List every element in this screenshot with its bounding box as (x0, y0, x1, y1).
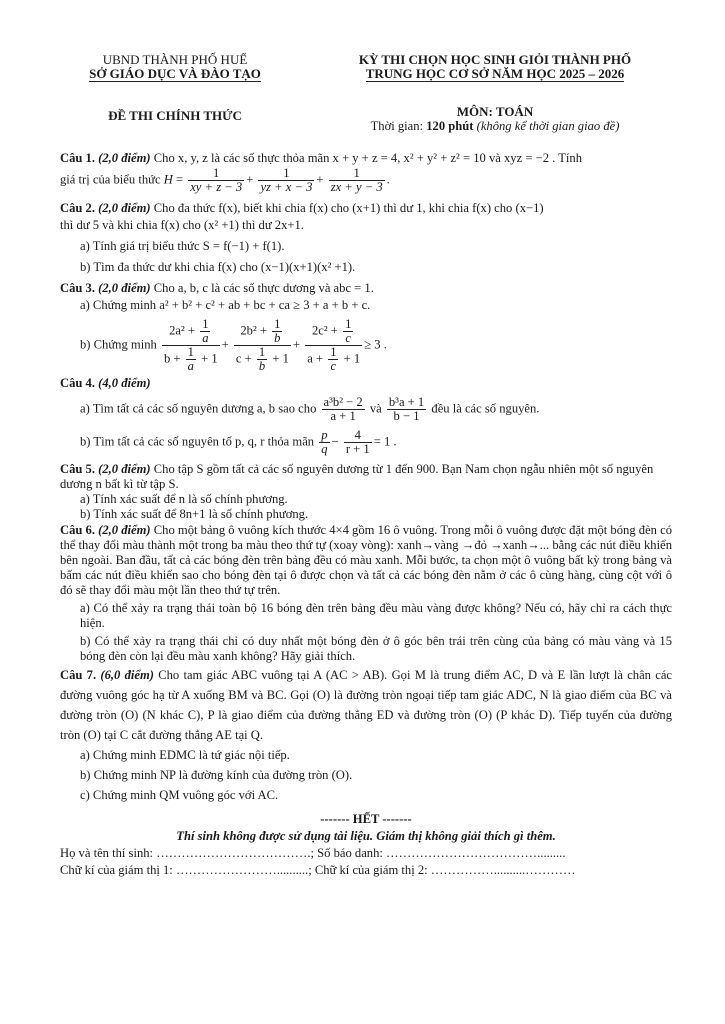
question-5: Câu 5. (2,0 điểm) Cho tập S gồm tất cả các số nguyên dương từ 1 đến 900. Bạn Nam chọn ngẫu nhiên một số nguyên dương n bất kì từ tập S. a) Tính xác suất để n là số chính phương. b) Tính xác suất để 8n+1 là số chính phương. (60, 462, 654, 521)
question-2: Câu 2. (2,0 điểm) Cho đa thức f(x), biết khi chia f(x) cho (x+1) thì dư 1, khi chia f(x) cho (x−1) thì dư 5 và khi chia f(x) cho (x² +1) thì dư 2x+1. a) Tính giá trị biểu thức S = f(−1) + f(1). b) Tìm đa thức dư khi chia f(x) cho (x−1)(x+1)(x² +1). (60, 201, 544, 274)
question-1: Câu 1. (2,0 điểm) Cho x, y, z là các số thực thỏa mãn x + y + z = 4, x² + y² + z² = 10 và xyz = −2 . Tính giá trị của biểu thức H = $\frac{1}{xy + z - 3}$ + $\frac{1}{yz + x - 3}$ + $\frac{1}{zx + y - 3}$ . (60, 151, 582, 194)
footer-note: Thí sinh không được sử dụng tài liệu. Giám thị không giải thích gì thêm. (176, 829, 556, 843)
candidate-line: Họ và tên thí sinh: ……………………………….; Số báo danh: ………………………………......... (60, 846, 566, 860)
header-right (320, 52, 670, 134)
dept-name: UBND THÀNH PHỐ HUẾ (102, 52, 248, 67)
exam-subtitle: TRUNG HỌC CƠ SỞ NĂM HỌC 2025 – 2026 (365, 66, 625, 81)
question-6: Câu 6. (2,0 điểm) Cho một bảng ô vuông kích thước 4×4 gồm 16 ô vuông. Trong mỗi ô vuông được đặt một bóng đèn có thể thay đổi màu thành một trong ba màu theo thứ tự (xoay vòng): xanh→vàng →đỏ →xanh→... bằng các nút điều khiển bên ngoài. Ban đầu, tất cả các bóng đèn trên bảng đều có màu xanh. Mỗi bước, ta chọn một ô vuông bất kỳ trong bảng và bấm các nút điều khiển sao cho bóng đèn tại ô được chọn và tất cả các bóng đèn nằm ở các ô cùng hàng, cùng cột với ô đó sẽ thay đổi màu một lần theo thứ tự trên. a) Có thể xảy ra trạng thái toàn bộ 16 bóng đèn trên bảng đều màu vàng được không? Nếu có, hãy chỉ ra cách thực hiện. b) Có thể xảy ra trạng thái chỉ có duy nhất một bóng đèn ở ô góc bên trái trên cùng của bảng có màu vàng và 15 bóng đèn còn lại đều màu xanh không? Hãy giải thích. (60, 523, 672, 663)
question-4: Câu 4. (4,0 điểm) a) Tìm tất cả các số nguyên dương a, b sao cho $\frac{\text{a³b² − 2}}{a + 1}$ và $\frac{\text{b³a + 1}}{b - 1}$ đều là các số nguyên. b) Tìm tất cả các số nguyên tố p, q, r thỏa mãn $\frac{p}{q}$ − $\frac{4}{r + 1}$ = 1 . (60, 376, 540, 456)
office-name: SỞ GIÁO DỤC VÀ ĐÀO TẠO (89, 66, 261, 81)
question-3: Câu 3. (2,0 điểm) Cho a, b, c là các số thực dương và abc = 1. a) Chứng minh a² + b² + c² + ab + bc + ca ≥ 3 + a + b + c. b) Chứng minh 2a² + $\frac{1}{a}$ b + $\frac{1}{a}$ + 1 + 2b² + $\frac{1}{b}$ c + $\frac{1}{b}$ + 1 + 2c² + $\frac{1}{c}$ a + $\frac{1}{c}$ + 1 ≥ 3 . (60, 281, 387, 373)
exam-title: KỲ THI CHỌN HỌC SINH GIỎI THÀNH PHỐ (358, 52, 632, 67)
header-left (60, 52, 290, 123)
question-7: Câu 7. (6,0 điểm) Cho tam giác ABC vuông tại A (AC > AB). Gọi M là trung điểm AC, D và E lần lượt là chân các đường vuông góc hạ từ A xuống BM và BC. Gọi (O) là đường tròn ngoại tiếp tam giác ADC, N là giao điểm của BC và đường tròn (O) (N khác C), P là giao điểm của đường thẳng ED và đường tròn (O) (P khác D). Tiếp tuyến của đường tròn (O) tại C cắt đường thẳng AE tại Q. a) Chứng minh EDMC là tứ giác nội tiếp. b) Chứng minh NP là đường kính của đường tròn (O). c) Chứng minh QM vuông góc với AC. (60, 668, 672, 802)
subject: MÔN: TOÁN (456, 104, 534, 119)
exam-body (60, 150, 672, 879)
official-label: ĐỀ THI CHÍNH THỨC (108, 108, 242, 123)
end-marker: ------- HẾT ------- (320, 812, 412, 826)
proctor-line: Chữ kí của giám thị 1: ……………………..........; Chữ kí của giám thị 2: ……………..........………… (60, 863, 576, 877)
time-line: Thời gian: 120 phút (không kể thời gian giao đề) (370, 119, 620, 133)
